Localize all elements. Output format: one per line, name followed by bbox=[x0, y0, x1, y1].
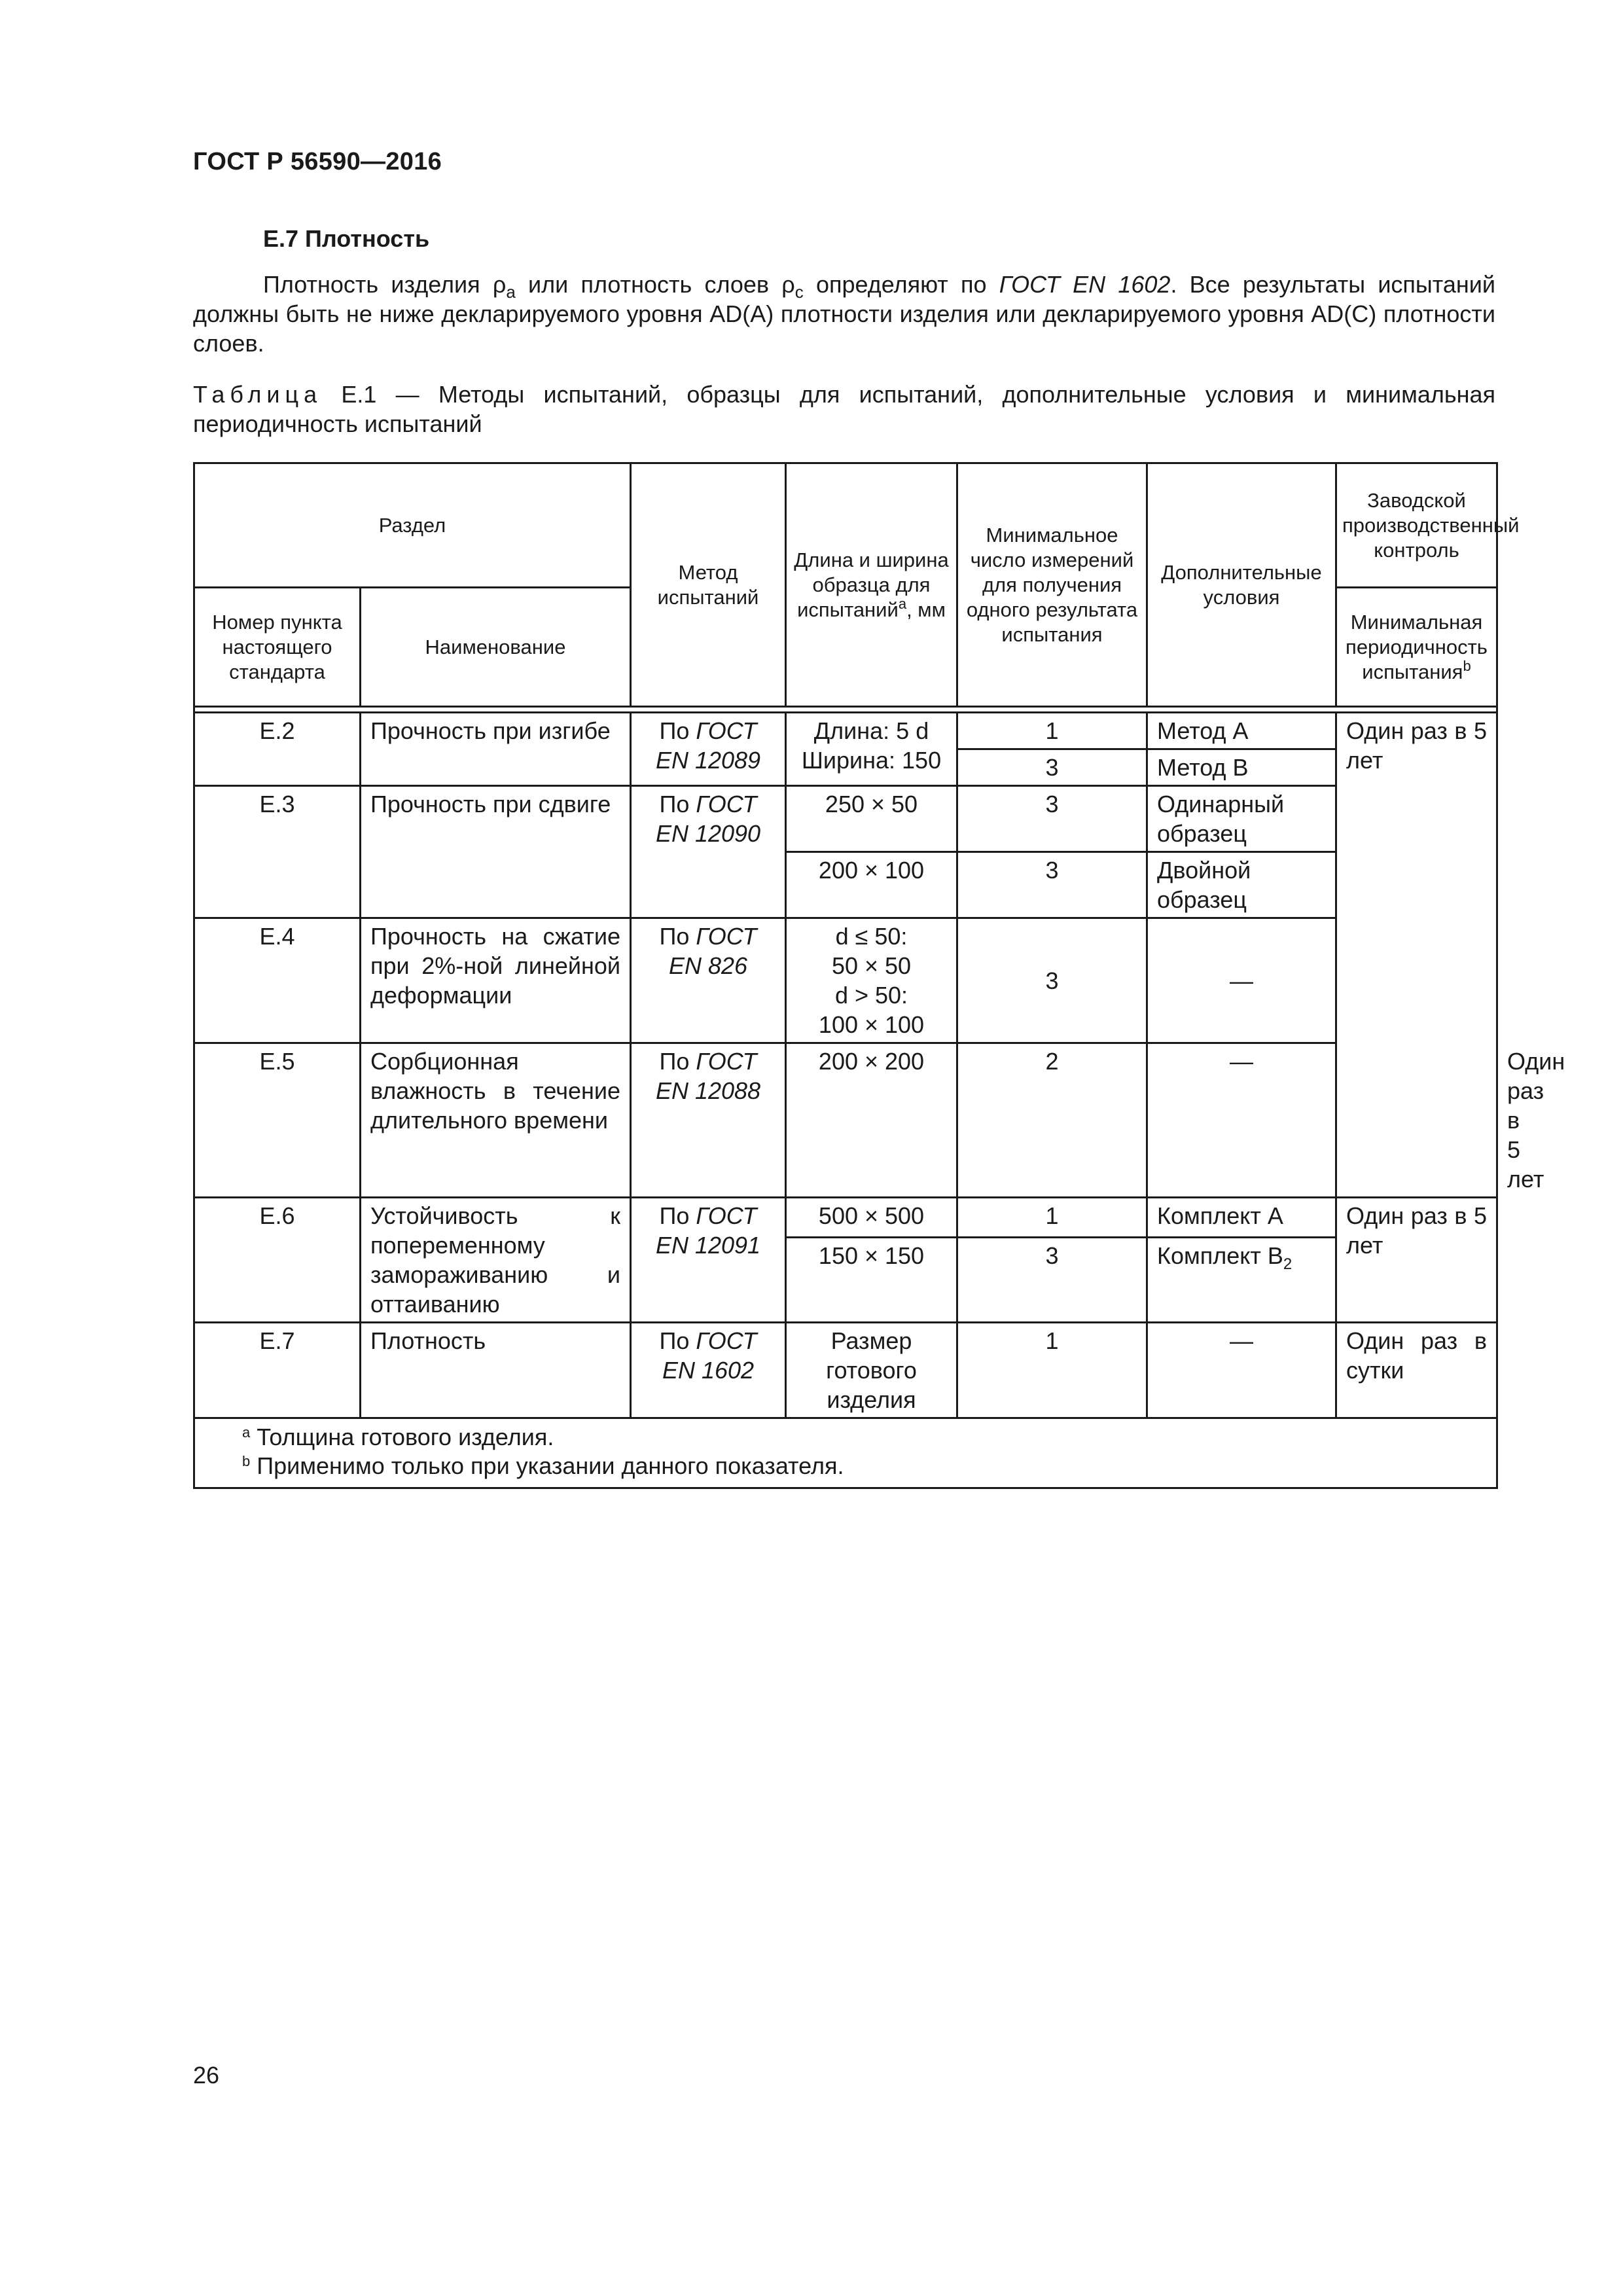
row-count: 1 bbox=[957, 1323, 1147, 1418]
footnote-a bbox=[242, 1423, 1487, 1452]
row-condition: Комплект А bbox=[1147, 1198, 1336, 1238]
para-reference: ГОСТ EN 1602 bbox=[999, 271, 1171, 298]
para-text-4: . Все результаты испытаний должны быть не ниже декларируемого уровня AD(A) плотности изделия или декларируемого уровня AD(C) плотности слоев. bbox=[193, 271, 1496, 357]
row-condition: — bbox=[1147, 1043, 1336, 1198]
row-count: 2 bbox=[957, 1043, 1147, 1198]
method-reference: ГОСТ EN 1602 bbox=[662, 1327, 757, 1384]
footnote-a-mark: a bbox=[242, 1424, 251, 1441]
row-count: 3 bbox=[957, 749, 1147, 786]
table-caption bbox=[193, 380, 1495, 439]
table-caption-text: Е.1 — Методы испытаний, образцы для испытаний, дополнительные условия и минимальная периодичность испытаний bbox=[193, 381, 1495, 437]
header-separator bbox=[194, 707, 1497, 713]
row-name: Плотность bbox=[361, 1323, 631, 1418]
footnote-a-text: Толщина готового изделия. bbox=[250, 1424, 554, 1450]
row-periodicity: Один раз в сутки bbox=[1336, 1323, 1497, 1418]
row-count: 3 bbox=[957, 786, 1147, 852]
footnote-b-mark: b bbox=[242, 1453, 251, 1469]
row-name: Прочность при изгибе bbox=[361, 713, 631, 786]
row-number: Е.5 bbox=[194, 1043, 361, 1198]
size-line: d ≤ 50: bbox=[835, 923, 908, 950]
header-min-count: Минимальное число измерений для получения одного результата испытания bbox=[957, 463, 1147, 707]
row-size bbox=[786, 918, 957, 1043]
row-name: Сорбционная влажность в течение длительного времени bbox=[361, 1043, 631, 1198]
table-row bbox=[194, 918, 1497, 1043]
row-number: Е.7 bbox=[194, 1323, 361, 1418]
table-row: Е.5 Сорбционная влажность в течение длительного времени По ГОСТ EN 12088 200 × 200 2 — Один раз в 5 лет bbox=[194, 1043, 1497, 1198]
method-prefix: По bbox=[659, 1327, 696, 1354]
footnotes-cell bbox=[194, 1418, 1497, 1488]
footnote-b-text: Применимо только при указании данного показателя. bbox=[250, 1452, 844, 1479]
row-condition: — bbox=[1147, 1323, 1336, 1418]
header-method: Метод испытаний bbox=[631, 463, 786, 707]
method-prefix: По bbox=[659, 1202, 696, 1229]
header-name: Наименование bbox=[361, 588, 631, 707]
para-sub-c: c bbox=[794, 282, 804, 302]
method-reference: ГОСТ EN 12091 bbox=[655, 1202, 761, 1259]
row-count: 1 bbox=[957, 713, 1147, 749]
row-size: 500 × 500 bbox=[786, 1198, 957, 1238]
table-footnotes bbox=[194, 1418, 1497, 1488]
row-condition: Метод А bbox=[1147, 713, 1336, 749]
header-section: Раздел bbox=[194, 463, 631, 588]
test-methods-table bbox=[193, 462, 1565, 1489]
method-prefix: По bbox=[659, 791, 696, 817]
row-method bbox=[631, 713, 786, 786]
row-name: Устойчивость к попеременному замораживанию и оттаиванию bbox=[361, 1198, 631, 1323]
row-size: 150 × 150 bbox=[786, 1238, 957, 1323]
row-condition bbox=[1147, 1238, 1336, 1323]
footnote-b bbox=[242, 1452, 1487, 1480]
row-number: Е.4 bbox=[194, 918, 361, 1043]
size-line: Ширина: 150 bbox=[801, 747, 942, 774]
row-method bbox=[631, 1198, 786, 1323]
row-periodicity: Один раз в 5 лет bbox=[1336, 1198, 1497, 1323]
document-header: ГОСТ Р 56590—2016 bbox=[193, 148, 442, 175]
row-count: 1 bbox=[957, 1198, 1147, 1238]
para-sub-a: a bbox=[506, 282, 516, 302]
row-condition: Метод В bbox=[1147, 749, 1336, 786]
row-size bbox=[786, 713, 957, 786]
table-caption-label: Таблица bbox=[193, 381, 323, 408]
row-method bbox=[631, 918, 786, 1043]
condition-subscript: 2 bbox=[1283, 1255, 1293, 1273]
table-row bbox=[194, 1323, 1497, 1418]
row-condition: Двойной образец bbox=[1147, 852, 1336, 918]
row-condition: — bbox=[1147, 918, 1336, 1043]
row-count: 3 bbox=[957, 1238, 1147, 1323]
row-method bbox=[631, 1323, 786, 1418]
row-method bbox=[631, 786, 786, 918]
row-count: 3 bbox=[957, 852, 1147, 918]
density-paragraph bbox=[193, 270, 1495, 358]
size-line: d > 50: bbox=[834, 982, 908, 1009]
header-periodicity-footnote-mark: b bbox=[1463, 657, 1471, 674]
row-count: 3 bbox=[957, 918, 1147, 1043]
size-line: 100 × 100 bbox=[818, 1011, 925, 1038]
row-name: Прочность при сдвиге bbox=[361, 786, 631, 918]
header-periodicity bbox=[1336, 588, 1497, 707]
row-periodicity: Один раз в 5 лет bbox=[1336, 713, 1497, 1198]
header-size-unit: , мм bbox=[906, 598, 946, 621]
method-reference: ГОСТ EN 826 bbox=[668, 923, 757, 979]
row-condition: Одинарный образец bbox=[1147, 786, 1336, 852]
header-factory-control: Заводской производственный контроль bbox=[1336, 463, 1497, 588]
size-line: Длина: 5 d bbox=[813, 717, 929, 744]
header-size bbox=[786, 463, 957, 707]
row-method bbox=[631, 1043, 786, 1198]
row-size: 200 × 100 bbox=[786, 852, 957, 918]
table-row bbox=[194, 713, 1497, 749]
size-line: 50 × 50 bbox=[831, 952, 912, 979]
para-text-2: или плотность слоев ρ bbox=[515, 271, 795, 298]
table-row bbox=[194, 1198, 1497, 1238]
section-title: Е.7 Плотность bbox=[263, 225, 430, 252]
method-reference: ГОСТ EN 12089 bbox=[655, 717, 761, 774]
row-name: Прочность на сжатие при 2%-ной линейной деформации bbox=[361, 918, 631, 1043]
row-number: Е.3 bbox=[194, 786, 361, 918]
para-text-3: определяют по bbox=[803, 271, 999, 298]
method-prefix: По bbox=[659, 923, 696, 950]
row-size: 250 × 50 bbox=[786, 786, 957, 852]
header-size-text: Длина и ширина образца для испытаний bbox=[794, 548, 949, 621]
condition-text: Комплект В bbox=[1157, 1242, 1283, 1269]
header-periodicity-text: Минимальная периодичность испытания bbox=[1346, 610, 1488, 683]
para-text-1: Плотность изделия ρ bbox=[263, 271, 507, 298]
method-reference: ГОСТ EN 12088 bbox=[655, 1048, 761, 1104]
page-number: 26 bbox=[193, 2062, 220, 2089]
row-number: Е.2 bbox=[194, 713, 361, 786]
row-size: 200 × 200 bbox=[786, 1043, 957, 1198]
method-reference: ГОСТ EN 12090 bbox=[655, 791, 761, 847]
header-conditions: Дополнительные условия bbox=[1147, 463, 1336, 707]
header-size-footnote-mark: a bbox=[898, 595, 907, 612]
method-prefix: По bbox=[659, 717, 696, 744]
row-size: Размер готового изделия bbox=[786, 1323, 957, 1418]
table-row bbox=[194, 786, 1497, 852]
row-number: Е.6 bbox=[194, 1198, 361, 1323]
header-number: Номер пункта настоящего стандарта bbox=[194, 588, 361, 707]
method-prefix: По bbox=[659, 1048, 696, 1075]
